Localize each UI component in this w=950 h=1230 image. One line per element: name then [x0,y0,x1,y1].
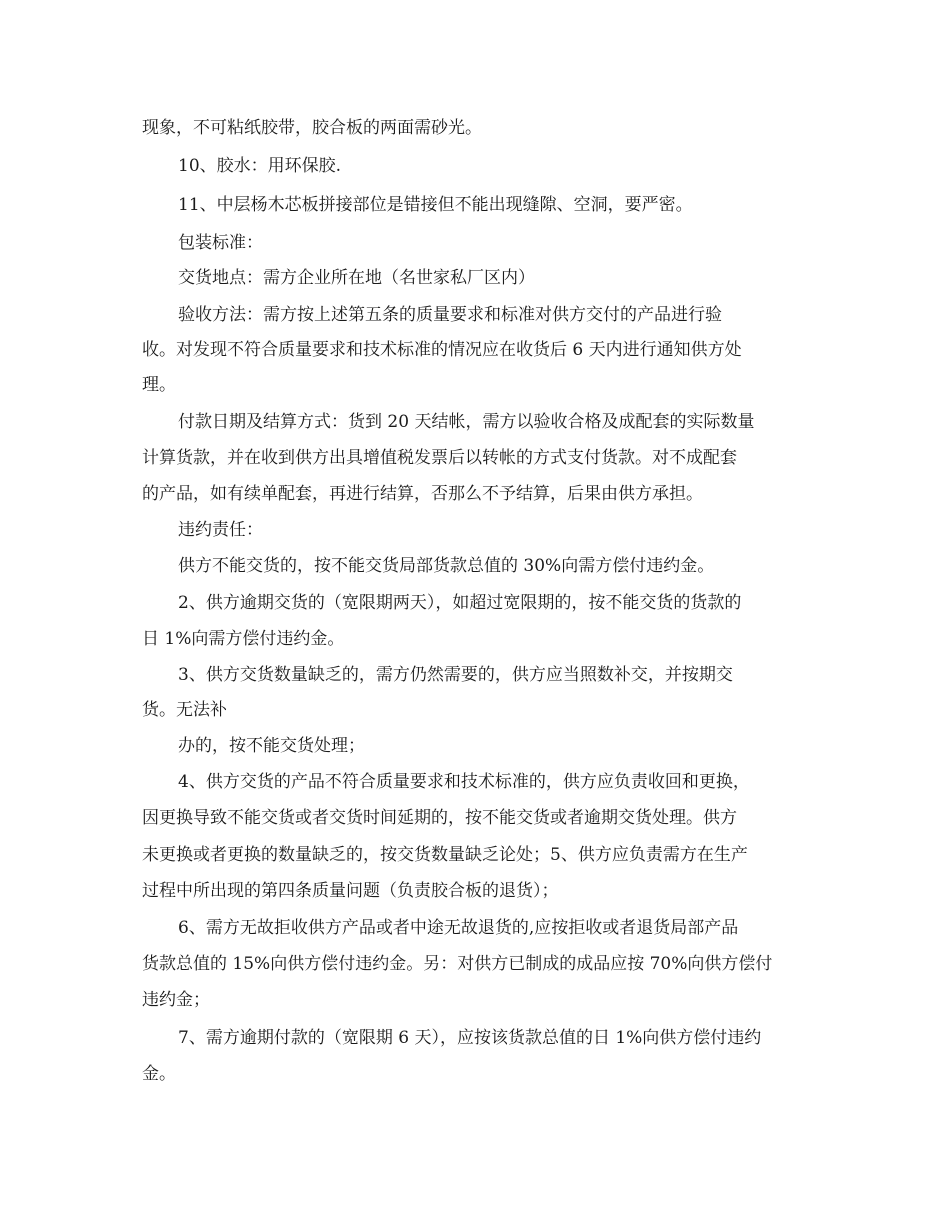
text-line: 现象，不可粘纸胶带，胶合板的两面需砂光。 [142,118,482,138]
text-line: 未更换或者更换的数量缺乏的，按交货数量缺乏论处；5、供方应负责需方在生产 [142,845,748,865]
text-line: 因更换导致不能交货或者交货时间延期的，按不能交货或者逾期交货处理。供方 [142,808,737,828]
text-line: 7、需方逾期付款的（宽限期 6 天），应按该货款总值的日 1%向供方偿付违约 [178,1028,762,1048]
text-line: 包装标准： [178,233,263,253]
text-line: 过程中所出现的第四条质量问题（负责胶合板的退货）； [142,881,559,901]
text-line: 金。 [142,1064,176,1084]
text-line: 计算货款，并在收到供方出具增值税发票后以转帐的方式支付货款。对不成配套 [142,448,737,468]
text-line: 违约责任： [178,520,263,540]
text-line: 办的，按不能交货处理； [178,736,365,756]
text-line: 供方不能交货的，按不能交货局部货款总值的 30%向需方偿付违约金。 [178,556,715,576]
text-line: 交货地点：需方企业所在地（名世家私厂区内） [178,268,535,288]
text-line: 货。无法补 [142,700,227,720]
text-line: 理。 [142,375,176,395]
text-line: 验收方法：需方按上述第五条的质量要求和标准对供方交付的产品进行验 [178,305,722,325]
text-line: 4、供方交货的产品不符合质量要求和技术标准的，供方应负责收回和更换， [178,772,750,792]
text-line: 违约金； [142,990,210,1010]
text-line: 付款日期及结算方式：货到 20 天结帐，需方以验收合格及成配套的实际数量 [178,412,755,432]
text-line: 货款总值的 15%向供方偿付违约金。另：对供方已制成的成品应按 70%向供方偿付 [142,954,773,974]
text-line: 日 1%向需方偿付违约金。 [142,629,345,649]
text-line: 11、中层杨木芯板拼接部位是错接但不能出现缝隙、空洞，要严密。 [178,195,693,215]
text-line: 收。对发现不符合质量要求和技术标准的情况应在收货后 6 天内进行通知供方处 [142,340,742,360]
text-line: 6、需方无故拒收供方产品或者中途无故退货的,应按拒收或者退货局部产品 [178,918,739,938]
text-line: 3、供方交货数量缺乏的，需方仍然需要的，供方应当照数补交，并按期交 [178,665,733,685]
text-line: 的产品，如有续单配套，再进行结算，否那么不予结算，后果由供方承担。 [142,484,703,504]
text-line: 2、供方逾期交货的（宽限期两天），如超过宽限期的，按不能交货的货款的 [178,593,742,613]
text-line: 10、胶水：用环保胶. [178,156,342,176]
